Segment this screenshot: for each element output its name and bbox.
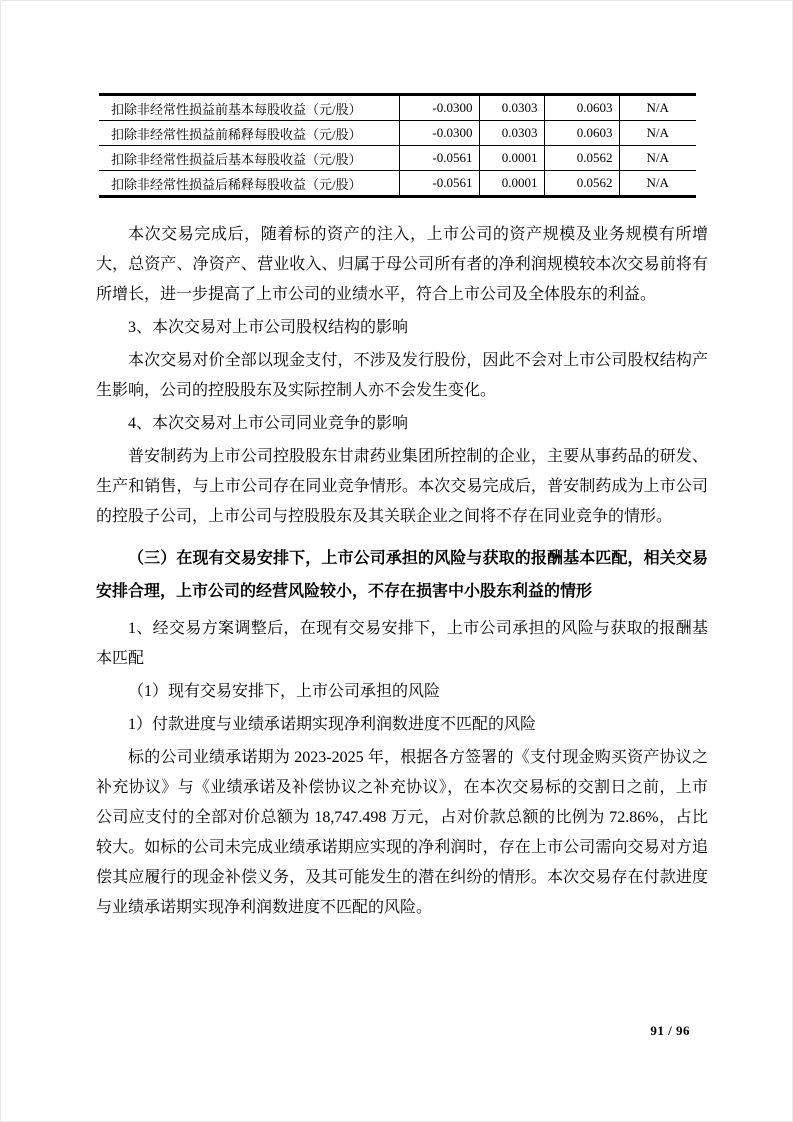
eps-table-body [99,95,696,197]
table-cell-value: 0.0603 [544,121,619,146]
table-cell-value: -0.0561 [399,171,479,197]
table-row [99,171,696,197]
table-cell-value: N/A [619,95,696,121]
document-content [96,93,708,926]
paragraph: 1）付款进度与业绩承诺期实现净利润数进度不匹配的风险 [128,716,537,733]
table-cell-value: N/A [619,121,696,146]
paragraph: 本次交易对价全部以现金支付，不涉及发行股份，因此不会对上市公司股权结构产生影响，公司的控股股东及实际控制人亦不会发生变化。 [96,352,708,399]
table-cell-label: 扣除非经常性损益后基本每股收益（元/股） [99,146,399,171]
paragraph: 本次交易完成后，随着标的资产的注入，上市公司的资产规模及业务规模有所增大，总资产、净资产、营业收入、归属于母公司所有者的净利润规模较本次交易前将有所增长，进一步提高了上市公司的业绩水平，符合上市公司及全体股东的利益。 [96,226,708,303]
table-cell-value: 0.0303 [479,95,544,121]
table-row [99,121,696,146]
paragraph: 标的公司业绩承诺期为 2023-2025 年，根据各方签署的《支付现金购买资产协议之补充协议》与《业绩承诺及补偿协议之补充协议》，在本次交易标的交割日之前，上市公司应支付的全部对价总额为 18,747.498 万元，占对价款总额的比例为 72.86%，占比较大。如标的公司未完成业绩承诺期应实现的净利润时，存在上市公司需向交易对方追偿其应履行的现金补偿义务，及其可能发生的潜在纠纷的情形。本次交易存在付款进度与业绩承诺期实现净利润数进度不匹配的风险。 [96,749,708,916]
table-cell-value: -0.0300 [399,95,479,121]
paragraph: （1）现有交易安排下，上市公司承担的风险 [128,683,441,700]
table-cell-label: 扣除非经常性损益后稀释每股收益（元/股） [99,171,399,197]
table-row [99,95,696,121]
eps-table [99,93,696,198]
table-cell-value: 0.0562 [544,146,619,171]
table-cell-value: N/A [619,146,696,171]
table-cell-value: -0.0300 [399,121,479,146]
table-cell-label: 扣除非经常性损益前稀释每股收益（元/股） [99,121,399,146]
table-cell-label: 扣除非经常性损益前基本每股收益（元/股） [111,101,362,117]
table-cell-value: 0.0001 [479,171,544,197]
paragraph: 3、本次交易对上市公司股权结构的影响 [128,319,409,336]
paragraph: 普安制药为上市公司控股股东甘肃药业集团所控制的企业，主要从事药品的研发、生产和销售，与上市公司存在同业竞争情形。本次交易完成后，普安制药成为上市公司的控股子公司，上市公司与控股股东及其关联企业之间将不存在同业竞争的情形。 [96,448,708,525]
table-cell-value: 0.0303 [479,121,544,146]
page-number: 91 / 96 [650,1023,690,1038]
table-cell-value: 0.0603 [544,95,619,121]
table-cell-value: 0.0001 [479,146,544,171]
paragraph: 1、经交易方案调整后，在现有交易安排下，上市公司承担的风险与获取的报酬基本匹配 [96,620,708,667]
table-row [99,146,696,171]
table-cell-value: -0.0561 [399,146,479,171]
table-cell-value: 0.0562 [544,171,619,197]
table-cell-value: N/A [619,171,696,197]
paragraph: （三）在现有交易安排下，上市公司承担的风险与获取的报酬基本匹配，相关交易安排合理，上市公司的经营风险较小，不存在损害中小股东利益的情形 [96,550,708,600]
paragraph: 4、本次交易对上市公司同业竞争的影响 [128,415,409,432]
document-paragraphs [96,220,708,923]
